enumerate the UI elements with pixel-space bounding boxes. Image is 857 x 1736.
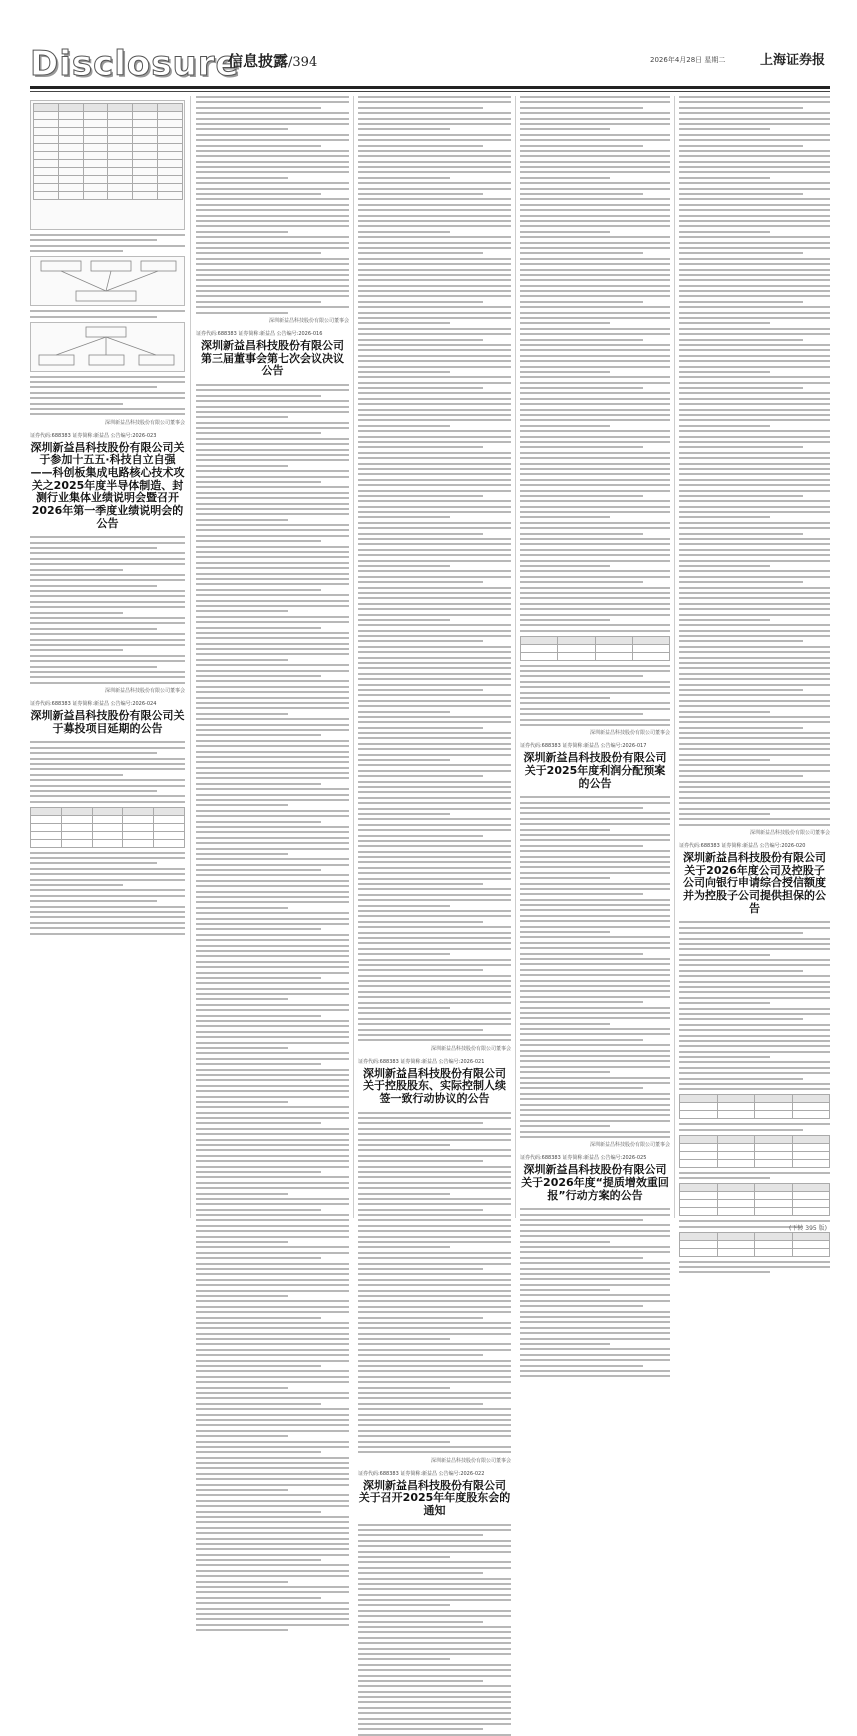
page-number: /394 — [288, 55, 318, 70]
disclosure-logo: Disclosure — [30, 44, 240, 84]
notice-7-code: 证券代码:688383 证券简称:新益昌 公告编号:2026-025 — [520, 1155, 647, 1162]
notice-7-header — [520, 1154, 670, 1202]
newspaper-name: 上海证券报 — [760, 53, 826, 68]
section-title — [228, 50, 317, 71]
notice-6-title: 深圳新益昌科技股份有限公司关于2025年度利润分配预案的公告 — [523, 751, 667, 790]
guarantee-table-1 — [679, 1094, 830, 1119]
notice-2-header — [30, 700, 185, 735]
column-4 — [520, 96, 670, 1218]
notice-3-title: 深圳新益昌科技股份有限公司第三届董事会第七次会议决议公告 — [201, 339, 344, 378]
notice-7-title: 深圳新益昌科技股份有限公司关于2026年度“提质增效重回报”行动方案的公告 — [521, 1163, 669, 1202]
column-5 — [679, 96, 830, 1218]
section-title-text: 信息披露 — [228, 52, 289, 70]
notice-6-code: 证券代码:688383 证券简称:新益昌 公告编号:2026-017 — [520, 743, 647, 750]
sign-off-4: 深圳新益昌科技股份有限公司董事会 — [430, 1045, 511, 1052]
sign-off-6: 深圳新益昌科技股份有限公司董事会 — [589, 730, 670, 737]
equity-structure-svg-2 — [31, 323, 181, 371]
shareholder-table — [520, 636, 670, 661]
notice-8-code: 证券代码:688383 证券简称:新益昌 公告编号:2026-020 — [679, 843, 806, 850]
notice-5-header — [358, 1470, 511, 1518]
notice-3-code: 证券代码:688383 证券简称:新益昌 公告编号:2026-016 — [196, 331, 323, 338]
sign-off-7: 深圳新益昌科技股份有限公司董事会 — [589, 1142, 670, 1149]
sign-off-8: 深圳新益昌科技股份有限公司董事会 — [749, 830, 830, 837]
notice-1-header — [30, 432, 185, 530]
sign-off-1: 深圳新益昌科技股份有限公司董事会 — [104, 419, 185, 426]
notice-1-title: 深圳新益昌科技股份有限公司关于参加十五五·科技自立自强——科创板集成电路核心技术攻关之2025年度半导体制造、封测行业集体业绩说明会暨召开2026年第一季度业绩说明会的公告 — [30, 440, 185, 530]
notice-6-header — [520, 742, 670, 790]
notice-2-title: 深圳新益昌科技股份有限公司关于募投项目延期的公告 — [30, 709, 185, 735]
notice-2-code: 证券代码:688383 证券简称:新益昌 公告编号:2026-024 — [30, 701, 157, 708]
sign-off-2: 深圳新益昌科技股份有限公司董事会 — [104, 688, 185, 695]
column-1 — [30, 96, 185, 1218]
masthead-rule — [30, 86, 830, 89]
column-divider — [190, 96, 191, 1218]
guarantee-table-3 — [679, 1183, 830, 1216]
notice-4-title: 深圳新益昌科技股份有限公司关于控股股东、实际控制人续签一致行动协议的公告 — [363, 1066, 506, 1106]
notice-4-header — [358, 1058, 511, 1106]
notice-5-code: 证券代码:688383 证券简称:新益昌 公告编号:2026-022 — [358, 1470, 485, 1477]
masthead — [30, 40, 830, 90]
notice-5-title: 深圳新益昌科技股份有限公司关于召开2025年年度股东会的通知 — [358, 1478, 511, 1517]
guarantee-table-2 — [679, 1135, 830, 1168]
continued-note: (下转 395 版) — [789, 1225, 827, 1232]
notice-8-title: 深圳新益昌科技股份有限公司关于2026年度公司及控股子公司向银行申请综合授信额度并为控股子公司提供担保的公告 — [683, 851, 826, 915]
fund-usage-table — [30, 807, 185, 848]
sign-off-3: 深圳新益昌科技股份有限公司董事会 — [268, 318, 349, 325]
column-divider — [353, 96, 354, 1218]
financial-table — [33, 103, 183, 200]
equity-structure-diagram-1 — [30, 256, 185, 306]
equity-structure-svg-1 — [31, 257, 181, 305]
notice-8-header — [679, 842, 830, 915]
notice-1-code: 证券代码:688383 证券简称:新益昌 公告编号:2026-023 — [30, 432, 157, 439]
column-divider — [674, 96, 675, 1218]
column-3 — [358, 96, 511, 1517]
issue-date: 2026年4月28日 星期二 — [650, 56, 726, 64]
guarantee-table-4 — [679, 1232, 830, 1257]
masthead-rule-thin — [30, 91, 830, 92]
notice-4-code: 证券代码:688383 证券简称:新益昌 公告编号:2026-021 — [358, 1058, 485, 1065]
column-2 — [196, 96, 349, 1218]
equity-structure-diagram-2 — [30, 322, 185, 372]
notice-3-header — [196, 330, 349, 378]
financial-table-figure — [30, 100, 185, 230]
column-divider — [515, 96, 516, 1218]
sign-off-5: 深圳新益昌科技股份有限公司董事会 — [430, 1457, 511, 1464]
